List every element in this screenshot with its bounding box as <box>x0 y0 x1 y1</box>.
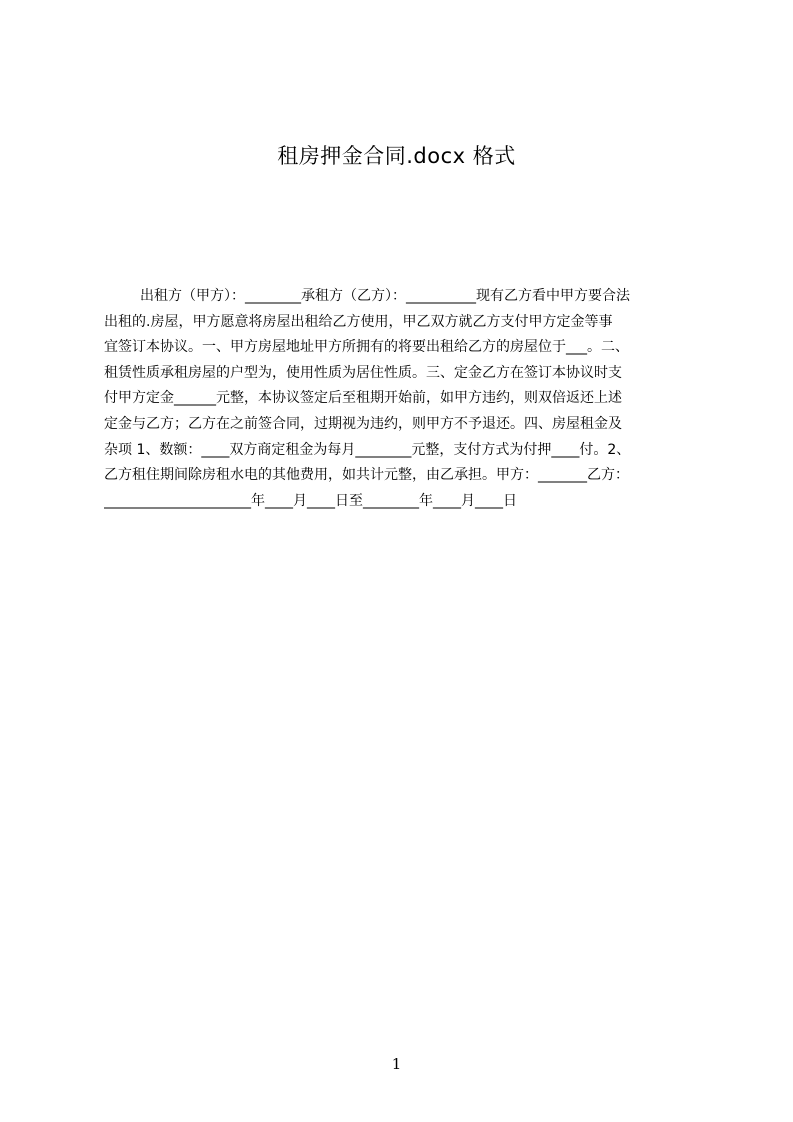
body-line: 定金与乙方；乙方在之前签合同，过期视为违约，则甲方不予退还。四、房屋租金及 <box>104 415 622 432</box>
body-line: 租赁性质承租房屋的户型为，使用性质为居住性质。三、定金乙方在签订本协议时支 <box>104 364 622 381</box>
body-line: _____________________年____月____日至________年____月____日 <box>104 492 517 509</box>
contract-body <box>104 284 704 514</box>
body-line: 杂项 1、数额：____双方商定租金为每月________元整，支付方式为付押____付。2、 <box>104 441 631 458</box>
body-line: 付甲方定金______元整，本协议签定后至租期开始前，如甲方违约，则双倍返还上述 <box>104 390 622 407</box>
page-number: 1 <box>391 1055 402 1073</box>
body-line: 出租的.房屋，甲方愿意将房屋出租给乙方使用，甲乙双方就乙方支付甲方定金等事 <box>104 313 613 330</box>
document-title: 租房押金合同.docx 格式 <box>277 144 516 168</box>
body-line: 乙方租住期间除房租水电的其他费用，如共计元整，由乙承担。甲方：_______乙方： <box>104 467 629 484</box>
body-line: 出租方（甲方）：________承租方（乙方）：__________现有乙方看中甲方要合法 <box>140 288 630 304</box>
body-line: 宜签订本协议。一、甲方房屋地址甲方所拥有的将要出租给乙方的房屋位于___。二、 <box>104 339 629 356</box>
